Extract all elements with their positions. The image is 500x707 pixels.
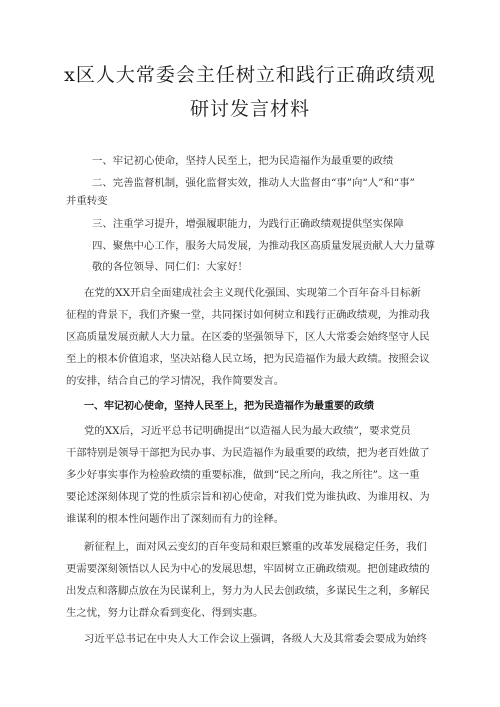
body-line: 的安排，结合自己的学习情况，我作简要发言。 <box>66 375 285 387</box>
document-title-line1: x区人大常委会主任树立和践行正确政绩观 <box>64 64 436 86</box>
greeting-line: 敬的各位领导、同仁们：大家好！ <box>92 261 248 273</box>
body-line: 在党的XX开启全面建成社会主义现代化强国、实现第二个百年奋斗目标新 <box>84 287 421 299</box>
body-line: 要论述深刻体现了党的性质宗旨和初心使命，对我们党为谁执政、为谁用权、为 <box>66 491 430 503</box>
body-line: 党的XX后，习近平总书记明确提出“以造福人民为最大政绩”，要求党员 <box>84 425 411 437</box>
document-title-line2: 研讨发言材料 <box>189 98 310 120</box>
body-line: 习近平总书记在中央人大工作会议上强调，各级人大及其常委会要成为始终 <box>84 633 427 645</box>
body-line: 出发点和落脚点放在为民谋利上，努力为人民去创政绩，多谋民生之利，多解民 <box>66 585 430 597</box>
outline-item: 三、注重学习提升，增强履职能力，为践行正确政绩观提供坚实保障 <box>92 218 404 230</box>
body-line: 新征程上，面对风云变幻的百年变局和艰巨繁重的改革发展稳定任务，我们 <box>84 541 427 553</box>
body-line: 征程的背景下，我们齐聚一堂，共同探讨如何树立和践行正确政绩观，为推动我 <box>66 309 430 321</box>
outline-item: 一、牢记初心使命，坚持人民至上，把为民造福作为最重要的政绩 <box>92 155 394 167</box>
body-line: 至上的根本价值追求，坚决站稳人民立场，把为民造福作为最大政绩。按照会议 <box>66 353 430 365</box>
section-heading: 一、牢记初心使命，坚持人民至上，把为民造福作为最重要的政绩 <box>84 401 374 412</box>
outline-item: 四、聚焦中心工作，服务大局发展，为推动我区高质量发展贡献人大力量尊 <box>92 240 435 252</box>
body-line: 干部特别是领导干部把为民办事、为民造福作为最重要的政绩，把为老百姓做了 <box>66 447 430 459</box>
body-line: 区高质量发展贡献人大力量。在区委的坚强领导下，区人大常委会始终坚守人民 <box>66 331 430 343</box>
body-line: 更需要深刻领悟以人民为中心的发展思想，牢固树立正确政绩观。把创建政绩的 <box>66 563 430 575</box>
outline-item-continuation: 并重转变 <box>66 195 108 207</box>
body-line: 生之忧，努力让群众看到变化、得到实惠。 <box>66 607 264 619</box>
body-line: 多少好事实事作为检验政绩的重要标准，做到“民之所向，我之所往”。这一重 <box>66 469 420 481</box>
outline-item: 二、完善监督机制，强化监督实效，推动人大监督由“事”向“人”和“事” <box>92 177 415 189</box>
body-line: 谁谋利的根本性问题作出了深刻而有力的诠释。 <box>66 513 285 525</box>
